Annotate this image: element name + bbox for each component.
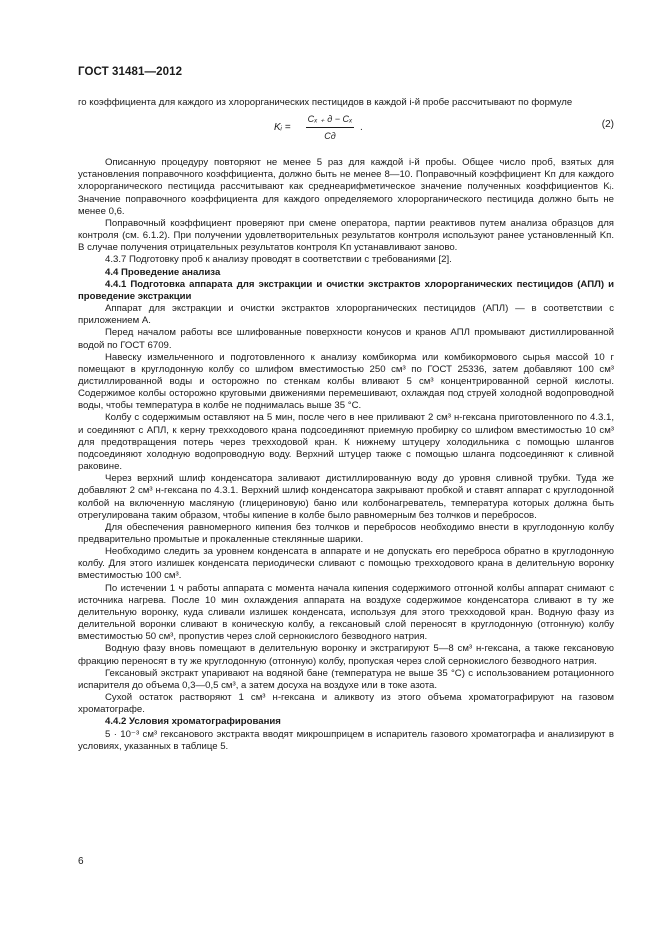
document-body	[78, 97, 614, 753]
page-number: 6	[78, 856, 84, 867]
paragraph: го коэффициента для каждого из хлорорганических пестицидов в каждой i-й пробе рассчитывают по формуле	[78, 97, 573, 108]
paragraph: Описанную процедуру повторяют не менее 5 раз для каждой i-й пробы. Общее число проб, взятых для установления поправочного коэффициента, должно быть не менее 8—10. Поправочный коэффициент Kп для каждого хлорорганического пестицида рассчитывают как среднеарифметическое значение полученных коэффициентов Kᵢ. Значение поправочного коэффициента для каждого определяемого хлорорганического пестицида должно быть не менее 0,6.	[78, 157, 614, 217]
formula-2	[78, 111, 614, 149]
paragraph: Навеску измельченного и подготовленного к анализу комбикорма или комбикормового сырья массой 10 г помещают в круглодонную колбу со шлифом вместимостью 250 см³ по ГОСТ 25336, затем добавляют 100 см³ дистиллированной воды и осторожно по стенкам колбы вливают 5 см³ концентрированной серной кислоты. Содержимое колбы осторожно круговыми движениями перемешивают, охлаждая под струей холодной водопроводной воды, чтобы температура в колбе не поднималась выше 35 °С.	[78, 351, 614, 412]
paragraph: Через верхний шлиф конденсатора заливают дистиллированную воду до уровня сливной трубки. Туда же добавляют 2 см³ н-гексана по 4.3.1. Верхний шлиф конденсатора закрывают пробкой и ставят аппарат с круглодонной колбой на включенную масляную (глицериновую) баню или колбонагреватель, температура которых должна быть отрегулирована таким образом, чтобы кипение в колбе было равномерным без толчков и перебросов.	[78, 473, 614, 521]
paragraph: Необходимо следить за уровнем конденсата в аппарате и не допускать его переброса обратно в круглодонную колбу. Для этого излишек конденсата периодически сливают с помощью трехходового крана в делительную воронку вместимостью 100 см³.	[78, 546, 614, 582]
paragraph: Водную фазу вновь помещают в делительную воронку и экстрагируют 5—8 см³ н-гексана, а также гексановую фракцию переносят в ту же круглодонную (отгонную) колбу, пропуская через слой сернокислого безводного натрия.	[78, 643, 614, 667]
formula-lhs: Kᵢ =	[274, 122, 291, 134]
paragraph: Колбу с содержимым оставляют на 5 мин, после чего в нее приливают 2 см³ н-гексана приготовленного по 4.3.1, и соединяют с АПЛ, к керну трехходового крана подсоединяют приемную пробирку со шлифом вместимостью 10 см³ для предотвращения потерь через трехходовой кран. К нижнему штуцеру холодильника с помощью шлангов подсоединяют холодную водопроводную воду. Верхний штуцер также с помощью шланга подсоединяют к сливной раковине.	[78, 412, 614, 473]
subsection-heading: 4.4.1 Подготовка аппарата для экстракции и очистки экстрактов хлорорганических пестицидов (АПЛ) и проведение экстракции	[78, 278, 614, 302]
paragraph: Перед началом работы все шлифованные поверхности конусов и кранов АПЛ промывают дистиллированной водой по ГОСТ 6709.	[78, 327, 614, 351]
document-header: ГОСТ 31481—2012	[78, 66, 183, 78]
paragraph: Поправочный коэффициент проверяют при смене оператора, партии реактивов путем анализа образцов для контроля (см. 6.1.2). При получении удовлетворительных результатов контроля используют ранее установленный Kп. В случае получения отрицательных результатов контроля Kп устанавливают заново.	[78, 217, 614, 254]
paragraph: Гексановый экстракт упаривают на водяной бане (температура не выше 35 °С) с использованием ротационного испарителя до объема 0,3—0,5 см³, а затем досуха на воздухе или в токе азота.	[78, 667, 614, 691]
paragraph: Аппарат для экстракции и очистки экстрактов хлорорганических пестицидов (АПЛ) — в соответствии с приложением А.	[78, 303, 614, 327]
section-heading: 4.4 Проведение анализа	[105, 266, 221, 278]
formula-numerator: Cₓ ₊ д − Cₓ	[306, 113, 354, 128]
paragraph: По истечении 1 ч работы аппарата с момента начала кипения содержимого отгонной колбы аппарат снимают с источника нагрева. После 10 мин охлаждения аппарата на воздухе содержимое конденсатора сливают в ту же делительную воронку, куда сливали излишек конденсата, используя для этого трехходовой кран. Водную фазу из делительной воронки сливают в коническую колбу, а гексановый слой переносят в круглодонную (отгонную) колбу вместимостью 50 см³, пропустив через слой сернокислого безводного натрия.	[78, 582, 614, 643]
paragraph: Сухой остаток растворяют 1 см³ н-гексана и аликвоту из этого объема хроматографируют на газовом хроматографе.	[78, 692, 614, 716]
formula-number: (2)	[601, 119, 614, 131]
subsection-heading: 4.4.2 Условия хроматографирования	[105, 716, 281, 728]
formula-period: .	[360, 122, 363, 134]
formula-denominator: Cд	[324, 131, 336, 142]
paragraph: 5 · 10⁻³ см³ гексанового экстракта вводят микрошприцем в испаритель газового хроматографа и анализируют в условиях, указанных в таблице 5.	[78, 728, 614, 752]
formula-fraction	[306, 113, 354, 142]
paragraph: 4.3.7 Подготовку проб к анализу проводят в соответствии с требованиями [2].	[105, 254, 452, 266]
paragraph: Для обеспечения равномерного кипения без толчков и перебросов необходимо внести в круглодонную колбу предварительно промытые и прокаленные стеклянные шарики.	[78, 521, 614, 545]
